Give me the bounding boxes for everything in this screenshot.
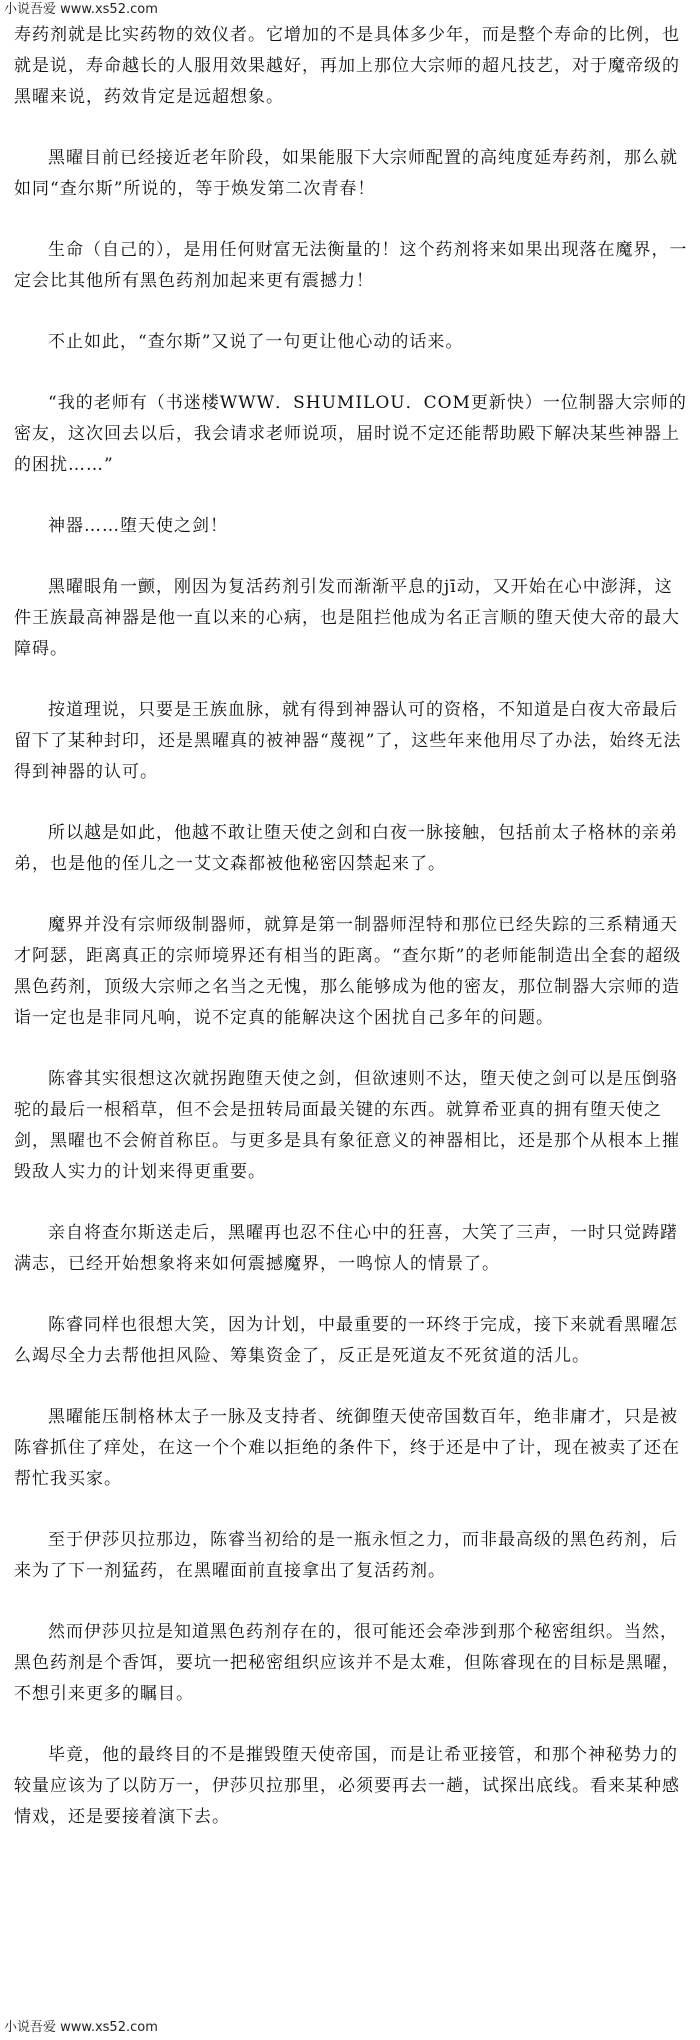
paragraph: 然而伊莎贝拉是知道黑色药剂存在的，很可能还会牵涉到那个秘密组织。当然，黑色药剂是个香饵，要坑一把秘密组织应该并不是太难，但陈睿现在的目标是黑曜，不想引来更多的瞩目。 [14,1622,680,1704]
paragraph: 陈睿同样也很想大笑，因为计划，中最重要的一环终于完成，接下来就看黑曜怎么竭尽全力去帮他担风险、筹集资金了，反正是死道友不死贫道的活儿。 [14,1315,678,1366]
site-watermark-bottom: 小说吾爱 www.xs52.com [4,2020,158,2035]
paragraph: 亲自将查尔斯送走后，黑曜再也忍不住心中的狂喜，大笑了三声，一时只觉踌躇满志，已经开始想象将来如何震撼魔界，一鸣惊人的情景了。 [14,1223,678,1274]
paragraph: 神器……堕天使之剑！ [48,516,228,536]
paragraph: 黑曜目前已经接近老年阶段，如果能服下大宗师配置的高纯度延寿药剂，那么就如同“查尔斯”所说的，等于焕发第二次青春！ [14,148,678,199]
paragraph: 生命（自己的），是用任何财富无法衡量的！这个药剂将来如果出现落在魔界，一定会比其他所有黑色药剂加起来更有震撼力！ [14,240,688,291]
paragraph: 黑曜能压制格林太子一脉及支持者、统御堕天使帝国数百年，绝非庸才，只是被陈睿抓住了痒处，在这一个个难以拒绝的条件下，终于还是中了计，现在被卖了还在帮忙我买家。 [14,1407,680,1489]
paragraph: 陈睿其实很想这次就拐跑堕天使之剑，但欲速则不达，堕天使之剑可以是压倒骆驼的最后一根稻草，但不会是扭转局面最关键的东西。就算希亚真的拥有堕天使之剑，黑曜也不会俯首称臣。与更多是具有象征意义的神器相比，还是那个从根本上摧毁敌人实力的计划来得更重要。 [14,1069,680,1182]
paragraph: 寿药剂就是比实药物的效仪者。它增加的不是具体多少年，而是整个寿命的比例，也就是说，寿命越长的人服用效果越好，再加上那位大宗师的超凡技艺，对于魔帝级的黑曜来说，药效肯定是远超想象。 [14,25,680,107]
paragraph: 至于伊莎贝拉那边，陈睿当初给的是一瓶永恒之力，而非最高级的黑色药剂，后来为了下一剂猛药，在黑曜面前直接拿出了复活药剂。 [14,1530,678,1581]
paragraph: 毕竟，他的最终目的不是摧毁堕天使帝国，而是让希亚接管，和那个神秘势力的较量应该为了以防万一，伊莎贝拉那里，必须要再去一趟，试探出底线。看来某种感情戏，还是要接着演下去。 [14,1745,680,1827]
paragraph: 不止如此，“查尔斯”又说了一句更让他心动的话来。 [48,332,464,352]
site-watermark-top: 小说吾爱 www.xs52.com [4,2,158,17]
paragraph: 魔界并没有宗师级制器师，就算是第一制器师涅特和那位已经失踪的三系精通天才阿瑟，距离真正的宗师境界还有相当的距离。“查尔斯”的老师能制造出全套的超级黑色药剂，顶级大宗师之名当之无愧，那么能够成为他的密友，那位制器大宗师的造诣一定也是非同凡响，说不定真的能解决这个困扰自己多年的问题。 [14,915,682,1028]
paragraph: 所以越是如此，他越不敢让堕天使之剑和白夜一脉接触，包括前太子格林的亲弟弟，也是他的侄儿之一艾文森都被他秘密囚禁起来了。 [14,823,678,874]
paragraph: 按道理说，只要是王族血脉，就有得到神器认可的资格，不知道是白夜大帝最后留下了某种封印，还是黑曜真的被神器“蔑视”了，这些年来他用尽了办法，始终无法得到神器的认可。 [14,700,682,782]
paragraph: “我的老师有（书迷楼WWW．SHUMILOU．COM更新快）一位制器大宗师的密友，这次回去以后，我会请求老师说项，届时说不定还能帮助殿下解决某些神器上的困扰……” [14,393,687,475]
chapter-text [0,20,700,1863]
paragraph: 黑曜眼角一颤，刚因为复活药剂引发而渐渐平息的jī动，又开始在心中澎湃，这件王族最高神器是他一直以来的心病，也是阻拦他成为名正言顺的堕天使大帝的最大障碍。 [14,577,680,659]
